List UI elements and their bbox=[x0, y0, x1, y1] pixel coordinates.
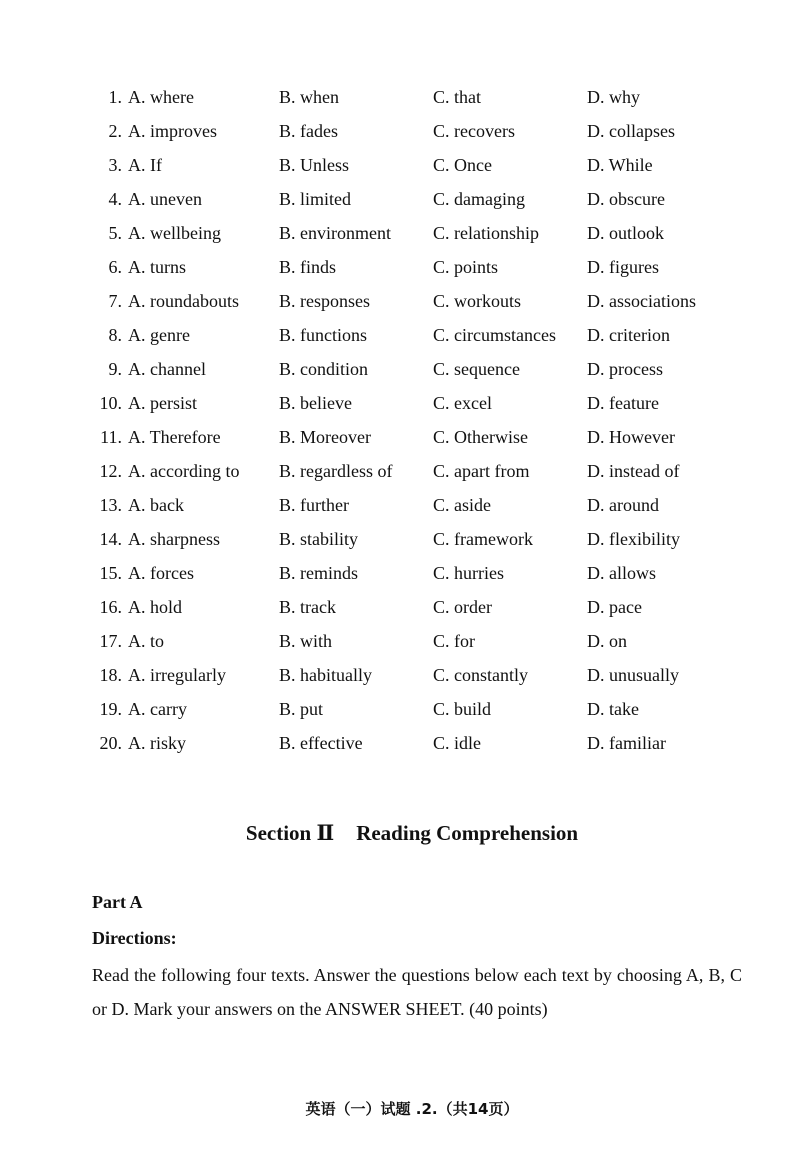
option-a: A. irregularly bbox=[128, 665, 226, 685]
option-c: C. sequence bbox=[433, 359, 520, 379]
question-number: 3. bbox=[108, 155, 122, 175]
question-row bbox=[86, 692, 726, 726]
question-row bbox=[86, 250, 726, 284]
question-row bbox=[86, 522, 726, 556]
option-c: C. hurries bbox=[433, 563, 504, 583]
option-b: B. finds bbox=[279, 257, 337, 277]
directions-text: Read the following four texts. Answer the questions below each text by choosing A, B, C or D. Mark your answers on the ANSWER SHEET. (40 points) bbox=[92, 965, 742, 1019]
option-c: C. damaging bbox=[433, 189, 525, 209]
option-b: B. when bbox=[279, 87, 339, 107]
question-number: 18. bbox=[99, 665, 122, 685]
question-row bbox=[86, 216, 726, 250]
option-a: A. Therefore bbox=[128, 427, 221, 447]
option-c: C. recovers bbox=[433, 121, 515, 141]
option-a: A. where bbox=[128, 87, 194, 107]
option-d: D. flexibility bbox=[587, 529, 680, 549]
question-row bbox=[86, 488, 726, 522]
question-number: 10. bbox=[99, 393, 122, 413]
question-number: 20. bbox=[99, 733, 122, 753]
question-number: 5. bbox=[108, 223, 122, 243]
question-row bbox=[86, 148, 726, 182]
question-number: 9. bbox=[108, 359, 122, 379]
part-heading: Part A bbox=[92, 892, 143, 912]
option-d: D. associations bbox=[587, 291, 696, 311]
option-b: B. Unless bbox=[279, 155, 350, 175]
question-number: 7. bbox=[108, 291, 122, 311]
question-number: 15. bbox=[99, 563, 122, 583]
option-c: C. circumstances bbox=[433, 325, 556, 345]
option-d: D. pace bbox=[587, 597, 642, 617]
question-number: 1. bbox=[108, 87, 122, 107]
option-d: D. obscure bbox=[587, 189, 665, 209]
question-row bbox=[86, 352, 726, 386]
option-b: B. effective bbox=[279, 733, 363, 753]
question-row bbox=[86, 386, 726, 420]
question-row bbox=[86, 182, 726, 216]
option-a: A. roundabouts bbox=[128, 291, 239, 311]
option-b: B. believe bbox=[279, 393, 352, 413]
question-number: 14. bbox=[99, 529, 122, 549]
option-b: B. fades bbox=[279, 121, 338, 141]
option-b: B. stability bbox=[279, 529, 359, 549]
question-number: 16. bbox=[99, 597, 122, 617]
question-row bbox=[86, 420, 726, 454]
question-row bbox=[86, 318, 726, 352]
option-d: D. familiar bbox=[587, 733, 666, 753]
question-number: 6. bbox=[108, 257, 122, 277]
option-c: C. workouts bbox=[433, 291, 522, 311]
option-d: D. criterion bbox=[587, 325, 670, 345]
question-row bbox=[86, 114, 726, 148]
question-number: 2. bbox=[108, 121, 122, 141]
question-number: 17. bbox=[99, 631, 122, 651]
question-number: 8. bbox=[108, 325, 122, 345]
directions-heading: Directions: bbox=[92, 928, 177, 948]
option-a: A. to bbox=[128, 631, 164, 651]
section-label: Section Ⅱ bbox=[245, 821, 335, 845]
option-c: C. Otherwise bbox=[433, 427, 528, 447]
question-number: 4. bbox=[108, 189, 122, 209]
option-c: C. apart from bbox=[433, 461, 530, 481]
question-number: 13. bbox=[99, 495, 122, 515]
question-number: 12. bbox=[99, 461, 122, 481]
option-a: A. uneven bbox=[128, 189, 202, 209]
option-b: B. further bbox=[279, 495, 349, 515]
question-row bbox=[86, 284, 726, 318]
question-number: 11. bbox=[100, 427, 122, 447]
option-c: C. idle bbox=[433, 733, 481, 753]
question-number: 19. bbox=[99, 699, 122, 719]
option-a: A. according to bbox=[128, 461, 240, 481]
question-row bbox=[86, 658, 726, 692]
question-row bbox=[86, 556, 726, 590]
option-c: C. order bbox=[433, 597, 492, 617]
option-a: A. If bbox=[128, 155, 162, 175]
section-title: Reading Comprehension bbox=[356, 821, 579, 845]
option-a: A. genre bbox=[128, 325, 190, 345]
option-b: B. habitually bbox=[279, 665, 372, 685]
option-b: B. regardless of bbox=[279, 461, 393, 481]
section-heading bbox=[0, 820, 800, 846]
option-a: A. carry bbox=[128, 699, 187, 719]
option-d: D. However bbox=[587, 427, 675, 447]
option-b: B. responses bbox=[279, 291, 370, 311]
question-row bbox=[86, 454, 726, 488]
option-a: A. persist bbox=[128, 393, 197, 413]
page-footer: 英语（一）试题 .2.（共14页） bbox=[305, 1100, 519, 1118]
option-c: C. for bbox=[433, 631, 475, 651]
question-row bbox=[86, 726, 726, 760]
option-d: D. around bbox=[587, 495, 659, 515]
option-d: D. unusually bbox=[587, 665, 679, 685]
option-d: D. why bbox=[587, 87, 640, 107]
option-d: D. on bbox=[587, 631, 627, 651]
option-b: B. limited bbox=[279, 189, 351, 209]
option-a: A. forces bbox=[128, 563, 194, 583]
option-c: C. constantly bbox=[433, 665, 528, 685]
question-row bbox=[86, 590, 726, 624]
option-c: C. excel bbox=[433, 393, 492, 413]
question-row bbox=[86, 80, 726, 114]
option-b: B. put bbox=[279, 699, 324, 719]
option-d: D. take bbox=[587, 699, 639, 719]
option-a: A. wellbeing bbox=[128, 223, 221, 243]
option-d: D. collapses bbox=[587, 121, 675, 141]
option-b: B. reminds bbox=[279, 563, 358, 583]
option-c: C. points bbox=[433, 257, 499, 277]
option-b: B. environment bbox=[279, 223, 391, 243]
option-a: A. back bbox=[128, 495, 184, 515]
option-c: C. build bbox=[433, 699, 492, 719]
option-c: C. Once bbox=[433, 155, 492, 175]
option-b: B. Moreover bbox=[279, 427, 371, 447]
option-a: A. channel bbox=[128, 359, 206, 379]
option-a: A. turns bbox=[128, 257, 186, 277]
option-a: A. improves bbox=[128, 121, 217, 141]
option-b: B. with bbox=[279, 631, 333, 651]
option-d: D. figures bbox=[587, 257, 659, 277]
option-b: B. track bbox=[279, 597, 336, 617]
option-a: A. risky bbox=[128, 733, 186, 753]
option-d: D. outlook bbox=[587, 223, 665, 243]
option-b: B. condition bbox=[279, 359, 368, 379]
option-d: D. While bbox=[587, 155, 653, 175]
option-d: D. feature bbox=[587, 393, 659, 413]
option-c: C. framework bbox=[433, 529, 533, 549]
option-a: A. hold bbox=[128, 597, 182, 617]
option-d: D. allows bbox=[587, 563, 656, 583]
question-row bbox=[86, 624, 726, 658]
option-d: D. process bbox=[587, 359, 663, 379]
option-c: C. that bbox=[433, 87, 481, 107]
option-a: A. sharpness bbox=[128, 529, 220, 549]
question-list bbox=[86, 80, 726, 760]
option-d: D. instead of bbox=[587, 461, 680, 481]
option-c: C. aside bbox=[433, 495, 491, 515]
option-b: B. functions bbox=[279, 325, 367, 345]
option-c: C. relationship bbox=[433, 223, 539, 243]
